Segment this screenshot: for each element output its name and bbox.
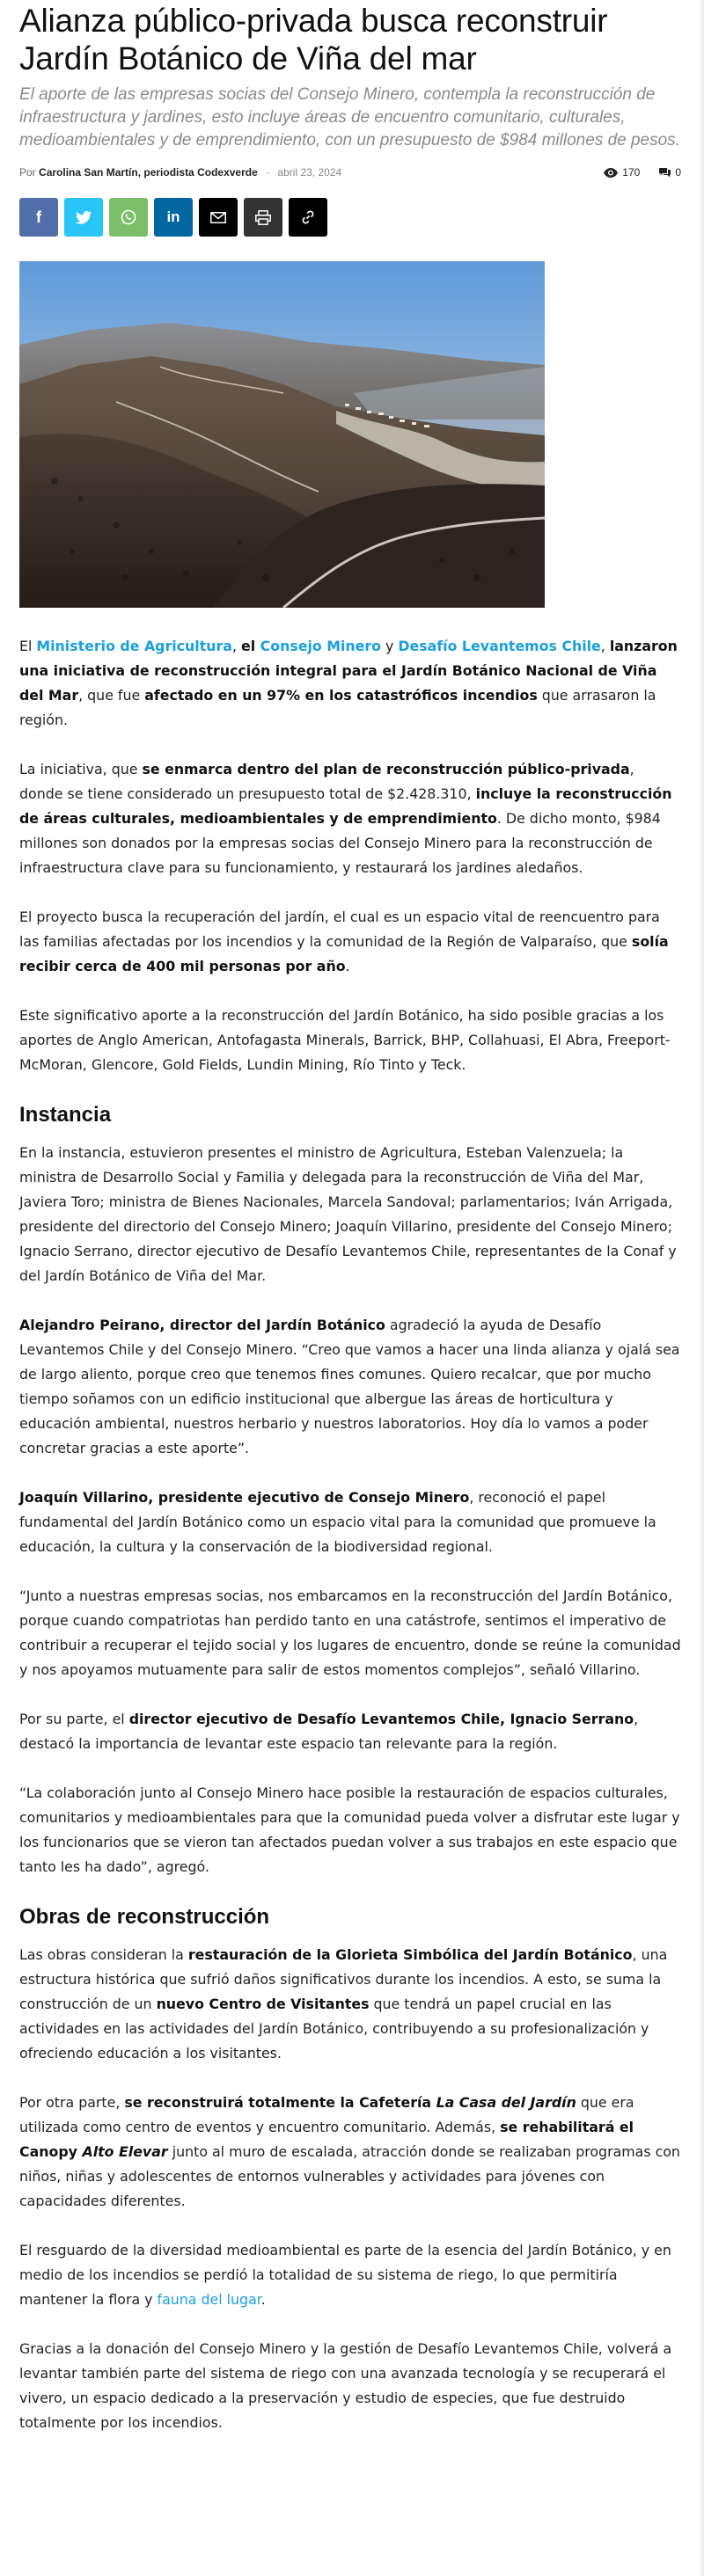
whatsapp-share-button[interactable]	[109, 198, 148, 237]
publish-date: abril 23, 2024	[277, 166, 342, 179]
paragraph-14: Gracias a la donación del Consejo Minero y la gestión de Desafío Levantemos Chile, volverá a levantar también parte del sistema de riego con una avanzada tecnología y se recuperará el vivero, un espacio dedicado a la preservación y estudio de especies, que fue destruido totalmente por los incendios.	[19, 2340, 672, 2431]
text: El	[19, 638, 37, 654]
text: Por otra parte,	[19, 2094, 125, 2111]
scrollbar-track[interactable]	[700, 0, 704, 2576]
linkedin-icon: in	[166, 208, 180, 225]
text: junto al muro de escalada, atracción donde se realizaban programas con niños, niñas y adolescentes de entornos vulnerables y actividades para jóvenes con capacidades diferentes.	[19, 2143, 680, 2209]
text: que tendrá un papel crucial en las actividades en las actividades del Jardín Botánico, contribuyendo a su profesionalización y ofreciendo educación a los visitantes.	[19, 1996, 649, 2062]
twitter-icon	[76, 211, 92, 224]
text: y	[380, 638, 399, 654]
bold-italic-text: La Casa del Jardín	[436, 2094, 576, 2111]
text: Las obras consideran la	[19, 1946, 188, 1963]
share-bar	[19, 198, 681, 237]
by-label: Por	[19, 166, 36, 179]
text: .	[260, 2291, 266, 2308]
paragraph-3	[19, 905, 681, 979]
article-subtitle: El aporte de las empresas socias del Consejo Minero, contempla la reconstrucción de infraestructura y jardines, esto incluye áreas de encuentro comunitario, culturales, medioambientales y de emprendimiento, con un presupuesto de $984 millones de pesos.	[19, 85, 680, 150]
hero-image-illustration	[19, 261, 545, 608]
bold-text: Joaquín Villarino, presidente ejecutivo de Consejo Minero	[19, 1489, 470, 1506]
meta-separator: -	[266, 166, 270, 179]
paragraph-7	[19, 1485, 681, 1559]
text: que arrasaron la región.	[19, 687, 656, 728]
bold-text: se enmarca dentro del plan de reconstrucción público-privada	[142, 761, 630, 777]
link-icon	[300, 209, 316, 225]
whatsapp-icon	[121, 209, 136, 225]
bold-text: solía recibir cerca de 400 mil personas por año	[19, 933, 669, 974]
text: El proyecto busca la recuperación del jardín, el cual es un espacio vital de reencuentro para las familias afectadas por los incendios y la comunidad de la Región de Valparaíso, que	[19, 909, 660, 950]
facebook-icon: f	[36, 208, 41, 226]
text: agradeció la ayuda de Desafío Levantemos Chile y del Consejo Minero. “Creo que vamos a hacer una linda alianza y ojalá sea de largo aliento, porque creo que tenemos fines comunes. Quiero recalcar, que por mucho tiempo soñamos con un edificio institucional que albergue las áreas de horticultura y educación ambiental, nuestros herbario y nuestros laboratorios. Hoy día lo vamos a poder concretar gracias a este aporte”.	[19, 1317, 680, 1456]
email-icon	[210, 212, 226, 223]
bold-text: el	[241, 638, 260, 654]
paragraph-10: “La colaboración junto al Consejo Minero hace posible la restauración de espacios culturales, comunitarios y medioambientales para que la comunidad pueda volver a disfrutar este lugar y los funcionarios que se vieron tan afectados puedan volver a sus trabajos en este espacio que tanto les ha dado”, agregó.	[19, 1784, 680, 1875]
paragraph-1	[19, 634, 681, 733]
paragraph-5: En la instancia, estuvieron presentes el ministro de Agricultura, Esteban Valenzuela; la ministra de Desarrollo Social y Familia y delegada para la reconstrucción de Viña del Mar, Javiera Toro; ministra de Bienes Nacionales, Marcela Sandoval; parlamentarios; Iván Arrigada, presidente del directorio del Consejo Minero; Joaquín Villarino, presidente del Consejo Minero; Ignacio Serrano, director ejecutivo de Desafío Levantemos Chile, representantes de la Conaf y del Jardín Botánico de Viña del Mar.	[19, 1144, 677, 1284]
bold-text: incluye la reconstrucción de áreas culturales, medioambientales y de emprendimiento	[19, 785, 672, 827]
text: ,	[231, 638, 242, 654]
paragraph-8: “Junto a nuestras empresas socias, nos embarcamos en la reconstrucción del Jardín Botánico, porque cuando compatriotas han perdido tanto en una catástrofe, sentimos el imperativo de contribuir a recuperar el tejido social y los lugares de encuentro, donde se reúne la comunidad y nos apoyamos mutuamente para salir de estos momentos complejos”, señaló Villarino.	[19, 1587, 681, 1678]
paragraph-13	[19, 2238, 681, 2312]
bold-text: se reconstruirá totalmente la Cafetería	[124, 2094, 436, 2111]
article	[19, 0, 681, 2460]
text: La iniciativa, que	[19, 761, 143, 777]
comment-icon	[659, 168, 671, 178]
paragraph-4: Este significativo aporte a la reconstrucción del Jardín Botánico, ha sido posible gracias a los aportes de Anglo American, Antofagasta Minerals, Barrick, BHP, Collahuasi, El Abra, Freeport-McMoran, Glencore, Gold Fields, Lundin Mining, Río Tinto y Teck.	[19, 1007, 671, 1073]
text: . De dicho monto, $984 millones son donados por la empresas socias del Consejo Minero para la reconstrucción de infraestructura clave para su funcionamiento, y restaurará los jardines aledaños.	[19, 810, 661, 876]
paragraph-6	[19, 1313, 681, 1461]
bold-text: afectado en un 97% en los catastróficos incendios	[144, 687, 538, 704]
link-fauna-del-lugar[interactable]: fauna del lugar	[157, 2291, 261, 2308]
views-counter	[604, 166, 640, 179]
bold-text: se rehabilitará el Canopy	[19, 2119, 634, 2160]
bold-text: nuevo Centro de Visitantes	[156, 1996, 370, 2012]
bold-text: lanzaron una iniciativa de reconstrucción integral para el Jardín Botánico Nacional de Viña del Mar	[19, 638, 678, 704]
heading-obras: Obras de reconstrucción	[19, 1905, 270, 1929]
bold-text: Alejandro Peirano, director del Jardín Botánico	[19, 1317, 385, 1333]
link-consejo-minero[interactable]: Consejo Minero	[260, 638, 381, 654]
facebook-share-button[interactable]	[19, 198, 58, 237]
paragraph-11	[19, 1943, 681, 2066]
paragraph-2	[19, 757, 681, 880]
bold-italic-text: Alto Elevar	[82, 2143, 168, 2160]
hero-photo-burned-hills	[19, 261, 545, 608]
email-share-button[interactable]	[199, 198, 238, 237]
text: , donde se tiene considerado un presupuesto total de $2.428.310,	[19, 761, 634, 802]
print-icon	[255, 210, 271, 225]
article-body	[19, 634, 681, 2435]
paragraph-12	[19, 2091, 681, 2214]
text: ,	[600, 638, 610, 654]
eye-icon	[604, 168, 618, 178]
text: que era utilizada como centro de eventos y encuentro comunitario. Además,	[19, 2094, 634, 2135]
comments-count: 0	[675, 166, 681, 179]
twitter-share-button[interactable]	[64, 198, 103, 237]
text: , una estructura histórica que sufrió daños significativos durante los incendios. A esto, se suma la construcción de un	[19, 1946, 668, 2012]
comments-counter[interactable]	[659, 166, 681, 179]
paragraph-9	[19, 1707, 681, 1756]
bold-text: director ejecutivo de Desafío Levantemos Chile, Ignacio Serrano	[128, 1711, 634, 1727]
text: El resguardo de la diversidad medioambiental es parte de la esencia del Jardín Botánico, y en medio de los incendios se perdió la totalidad de su sistema de riego, lo que permitiría mantener la flora y	[19, 2242, 671, 2308]
author-link[interactable]: Carolina San Martín, periodista Codexverde	[39, 166, 258, 179]
link-desafio-levantemos-chile[interactable]: Desafío Levantemos Chile	[398, 638, 601, 654]
link-ministerio-agricultura[interactable]: Ministerio de Agricultura	[36, 638, 232, 654]
text: , reconoció el papel fundamental del Jardín Botánico como un espacio vital para la comunidad que promueve la educación, la cultura y la conservación de la biodiversidad regional.	[19, 1489, 656, 1555]
text: , destacó la importancia de levantar este espacio tan relevante para la región.	[19, 1711, 639, 1752]
bold-text: restauración de la Glorieta Simbólica del Jardín Botánico	[187, 1946, 633, 1963]
linkedin-share-button[interactable]	[154, 198, 193, 237]
views-count: 170	[622, 166, 641, 179]
article-title: Alianza público-privada busca reconstruir Jardín Botánico de Viña del mar	[19, 3, 608, 77]
text: .	[345, 958, 350, 974]
copy-link-button[interactable]	[289, 198, 327, 237]
heading-instancia: Instancia	[19, 1103, 112, 1127]
print-button[interactable]	[244, 198, 282, 237]
text: Por su parte, el	[19, 1711, 129, 1727]
article-meta	[19, 166, 681, 184]
article-stats	[604, 166, 681, 179]
text: , que fue	[78, 687, 145, 704]
